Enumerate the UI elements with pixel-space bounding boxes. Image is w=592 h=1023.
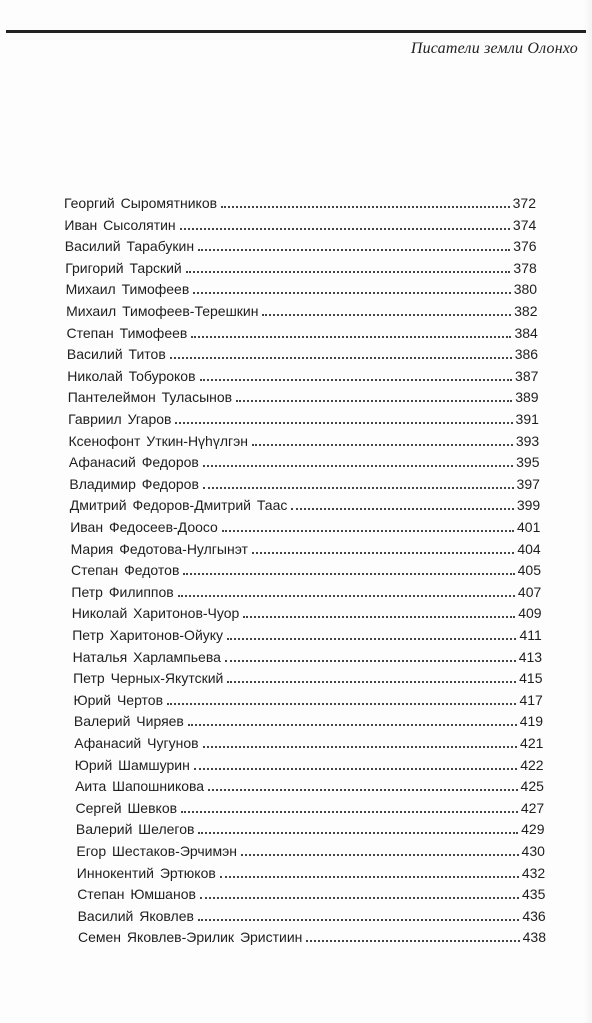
toc-entry-name: Мария Федотова-Нулгынэт xyxy=(70,540,248,557)
page-edge-shadow xyxy=(584,0,592,1023)
toc-entry-name: Степан Тимофеев xyxy=(66,324,188,341)
toc-entry-page: 421 xyxy=(520,735,544,751)
toc-entry-name: Степан Юмшанов xyxy=(77,886,196,903)
toc-entry-name: Юрий Чертов xyxy=(73,691,164,708)
toc-entry-name: Сергей Шевков xyxy=(75,799,178,816)
toc-entry xyxy=(78,926,546,946)
toc-entry-name: Афанасий Чугунов xyxy=(74,735,199,751)
toc-leader-dots xyxy=(227,681,516,683)
toc-entry-name: Василий Яковлев xyxy=(77,907,194,924)
toc-leader-dots xyxy=(252,552,514,554)
toc-entry-name: Ксенофонт Уткин-Нүһүлгэн xyxy=(68,432,248,449)
toc-entry xyxy=(70,516,540,536)
toc-entry xyxy=(78,905,546,925)
toc-leader-dots xyxy=(243,616,515,618)
toc-entry xyxy=(66,300,537,320)
toc-leader-dots xyxy=(306,940,519,942)
toc-leader-dots xyxy=(193,292,510,294)
toc-entry-name: Михаил Тимофеев-Терешкин xyxy=(66,303,259,319)
toc-entry xyxy=(69,451,540,471)
toc-leader-dots xyxy=(175,422,512,424)
toc-entry xyxy=(64,214,536,234)
toc-leader-dots xyxy=(200,379,513,381)
running-title: Писатели земли Олонхо xyxy=(410,40,578,57)
toc-entry xyxy=(75,775,544,795)
toc-entry-name: Василий Титов xyxy=(66,346,166,363)
toc-entry xyxy=(64,192,536,212)
toc-entry xyxy=(67,343,538,363)
toc-entry-page: 417 xyxy=(519,691,543,708)
toc-entry xyxy=(65,235,537,255)
toc-entry-name: Наталья Харлампьева xyxy=(72,648,221,665)
toc-entry xyxy=(69,473,540,493)
toc-entry xyxy=(68,408,539,428)
toc-entry xyxy=(65,257,537,277)
toc-entry xyxy=(74,689,543,709)
toc-entry xyxy=(76,818,545,838)
toc-entry-page: 429 xyxy=(521,821,545,838)
toc-entry xyxy=(72,624,542,644)
toc-entry-page: 397 xyxy=(516,475,540,492)
toc-entry xyxy=(66,278,538,298)
toc-entry-page: 405 xyxy=(517,562,541,579)
toc-entry xyxy=(67,365,538,385)
toc-leader-dots xyxy=(203,465,513,467)
toc-entry-name: Дмитрий Федоров-Дмитрий Таас xyxy=(69,497,288,514)
toc-entry-page: 419 xyxy=(519,713,544,730)
toc-entry-page: 386 xyxy=(514,346,539,363)
toc-entry-name: Пантелеймон Туласынов xyxy=(67,389,233,406)
toc-entry-page: 401 xyxy=(517,519,541,535)
toc-leader-dots xyxy=(241,854,519,856)
toc-entry-name: Петр Филиппов xyxy=(71,583,174,600)
toc-entry-name: Григорий Тарский xyxy=(65,259,182,276)
toc-leader-dots xyxy=(208,789,517,791)
toc-leader-dots xyxy=(220,876,519,878)
toc-entry xyxy=(75,754,544,774)
toc-leader-dots xyxy=(170,357,512,359)
toc-leader-dots xyxy=(198,249,510,251)
toc-entry-page: 391 xyxy=(515,411,539,427)
toc-entry-name: Афанасий Федоров xyxy=(68,454,199,471)
toc-entry-page: 372 xyxy=(512,195,536,211)
toc-leader-dots xyxy=(236,400,512,402)
toc-entry-name: Иннокентий Эртюков xyxy=(76,864,216,881)
toc-entry xyxy=(70,494,540,514)
toc-entry-name: Василий Тарабукин xyxy=(64,238,195,255)
toc-leader-dots xyxy=(227,638,516,640)
toc-entry-page: 409 xyxy=(518,605,542,622)
toc-entry-name: Иван Федосеев-Доосо xyxy=(70,519,218,535)
toc-entry-name: Гавриил Угаров xyxy=(68,411,172,427)
toc-leader-dots xyxy=(198,919,519,921)
toc-entry-name: Петр Черных-Якутский xyxy=(73,670,224,687)
toc-entry xyxy=(74,732,543,752)
toc-entry xyxy=(76,840,545,860)
toc-entry xyxy=(77,883,545,903)
toc-entry-page: 376 xyxy=(513,238,537,255)
toc-leader-dots xyxy=(191,336,511,338)
toc-entry-page: 422 xyxy=(520,756,544,773)
toc-entry xyxy=(68,386,539,406)
toc-leader-dots xyxy=(200,897,519,899)
toc-entry-name: Владимир Федоров xyxy=(69,475,199,492)
toc-entry-page: 399 xyxy=(516,497,541,514)
toc-entry xyxy=(71,559,541,579)
toc-leader-dots xyxy=(178,595,515,597)
toc-entry-page: 384 xyxy=(514,324,538,341)
toc-entry-page: 378 xyxy=(513,259,537,276)
toc-entry-name: Николай Харитонов-Чуор xyxy=(71,605,240,622)
toc-entry-name: Георгий Сыромятников xyxy=(64,195,218,211)
toc-entry xyxy=(71,581,541,601)
toc-entry-name: Аита Шапошникова xyxy=(75,778,205,795)
toc-entry-page: 382 xyxy=(514,303,538,319)
toc-entry xyxy=(73,667,542,687)
toc-entry-page: 404 xyxy=(517,540,541,557)
toc-entry-page: 438 xyxy=(522,929,546,946)
toc-leader-dots xyxy=(203,746,517,748)
toc-entry-page: 427 xyxy=(520,799,545,816)
toc-leader-dots xyxy=(194,768,517,770)
toc-entry-page: 435 xyxy=(522,886,546,903)
header-rule xyxy=(6,30,586,33)
toc-leader-dots xyxy=(252,444,513,446)
toc-entry xyxy=(72,602,542,622)
toc-entry-page: 374 xyxy=(512,216,537,233)
toc-entry-name: Валерий Шелегов xyxy=(75,821,195,838)
toc-entry-page: 413 xyxy=(518,648,543,665)
toc-entry-page: 407 xyxy=(517,583,542,600)
toc-leader-dots xyxy=(186,271,511,273)
toc-entry-name: Михаил Тимофеев xyxy=(65,281,190,298)
toc-entry-name: Иван Сысолятин xyxy=(64,216,176,233)
toc-entry-name: Петр Харитонов-Ойуку xyxy=(72,627,224,643)
toc-leader-dots xyxy=(188,724,517,726)
toc-leader-dots xyxy=(183,573,514,575)
toc-entry-page: 389 xyxy=(515,389,539,406)
toc-entry-name: Егор Шестаков-Эрчимэн xyxy=(76,843,237,859)
toc-leader-dots xyxy=(262,314,511,316)
toc-entry-page: 393 xyxy=(515,432,540,449)
toc-entry xyxy=(73,646,543,666)
toc-entry-page: 387 xyxy=(515,367,539,384)
toc-entry-page: 380 xyxy=(513,281,538,298)
toc-entry-name: Николай Тобуроков xyxy=(67,367,196,384)
toc-entry-page: 430 xyxy=(521,843,545,859)
toc-leader-dots xyxy=(221,206,510,208)
toc-entry-name: Юрий Шамшурин xyxy=(74,756,190,773)
toc-entry-name: Валерий Чиряев xyxy=(73,713,184,730)
toc-entry-name: Степан Федотов xyxy=(71,562,180,579)
toc-leader-dots xyxy=(225,660,516,662)
toc-entry-page: 415 xyxy=(519,670,543,687)
toc-entry-page: 436 xyxy=(522,907,546,924)
toc-leader-dots xyxy=(203,487,514,489)
toc-leader-dots xyxy=(181,811,518,813)
toc-leader-dots xyxy=(291,508,513,510)
toc-leader-dots xyxy=(198,832,518,834)
toc-entry-page: 432 xyxy=(521,864,546,881)
toc-entry-page: 425 xyxy=(520,778,544,795)
toc-leader-dots xyxy=(222,530,514,532)
toc-entry xyxy=(69,430,540,450)
toc-entry-page: 411 xyxy=(519,627,542,643)
toc-entry xyxy=(77,862,545,882)
toc-entry-page: 395 xyxy=(516,454,540,471)
toc-entry xyxy=(74,710,543,730)
toc-leader-dots xyxy=(180,228,510,230)
toc-entry xyxy=(67,322,538,342)
toc-entry xyxy=(71,538,541,558)
toc-leader-dots xyxy=(167,703,516,705)
toc-entry xyxy=(76,797,545,817)
toc-entry-name: Семен Яковлев-Эрилик Эристиин xyxy=(78,929,303,946)
